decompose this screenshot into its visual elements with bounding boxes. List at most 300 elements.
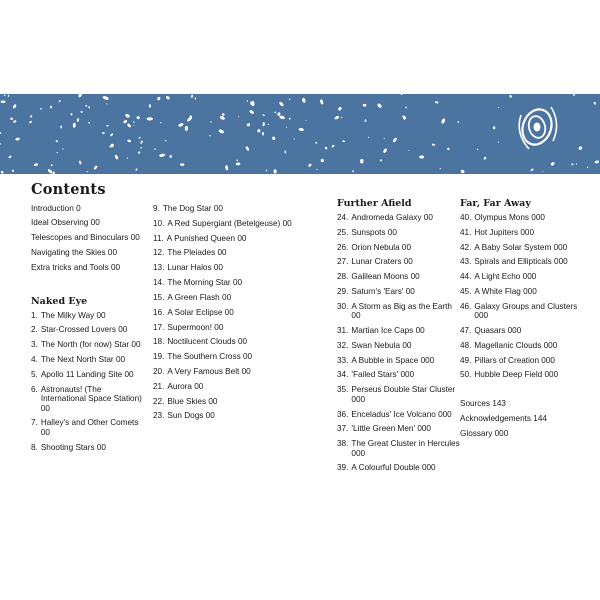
- toc-entry-number: 1.: [31, 310, 38, 320]
- toc-entry-number: 33.: [337, 355, 349, 365]
- toc-entry: [460, 302, 588, 321]
- star-speck: [272, 136, 276, 140]
- toc-entry: [337, 302, 461, 321]
- toc-entry-page: 00: [423, 212, 433, 222]
- toc-entry-text: [41, 418, 143, 437]
- toc-entry-page: 00: [214, 322, 224, 332]
- toc-entry-text: [351, 228, 461, 237]
- toc-entry-text: [167, 323, 293, 332]
- toc-entry-text: [167, 278, 293, 287]
- star-speck: [435, 101, 439, 104]
- toc-entry: [337, 410, 461, 419]
- star-speck: [457, 121, 459, 123]
- star-speck: [60, 125, 62, 128]
- star-speck: [157, 96, 161, 101]
- star-speck: [246, 100, 248, 102]
- toc-entry-title: A Colourful Double: [351, 463, 420, 473]
- toc-entry-page: 00: [131, 340, 141, 350]
- toc-entry-text: [41, 311, 143, 320]
- star-speck: [587, 166, 589, 168]
- toc-entry-page: 000: [553, 242, 568, 252]
- toc-entry-text: [460, 414, 588, 423]
- star-speck: [305, 120, 306, 121]
- toc-entry-page: 00: [96, 310, 106, 320]
- toc-entry-page: 000: [438, 409, 452, 419]
- star-speck: [383, 148, 388, 154]
- star-speck: [56, 152, 58, 154]
- star-speck: [315, 142, 318, 144]
- toc-entry-page: 000: [420, 355, 435, 365]
- contents-column-3: [337, 199, 461, 478]
- toc-entry-title: Olympus Mons: [474, 212, 529, 222]
- toc-entry-text: [351, 257, 461, 266]
- toc-entry: [153, 204, 293, 213]
- starfield-illustration: [0, 94, 600, 174]
- toc-entry-text: [351, 243, 461, 252]
- star-speck: [274, 169, 277, 173]
- toc-entry-title: The Southern Cross: [167, 352, 241, 362]
- toc-entry-number: 13.: [153, 263, 165, 273]
- star-speck: [127, 123, 132, 128]
- toc-entry: [460, 370, 588, 379]
- toc-entry-number: 29.: [337, 286, 349, 296]
- star-speck: [392, 137, 397, 143]
- star-speck: [219, 115, 225, 120]
- toc-entry-title: Hot Jupiters: [474, 227, 519, 237]
- star-speck: [140, 147, 141, 149]
- toc-entry-number: 19.: [153, 352, 165, 362]
- star-speck: [209, 135, 211, 137]
- toc-entry-page: 000: [523, 286, 537, 296]
- toc-entry-page: 000: [494, 428, 509, 438]
- star-speck: [149, 104, 151, 107]
- toc-entry-text: [351, 341, 461, 350]
- star-speck: [12, 104, 16, 109]
- toc-entry-page: 00: [415, 326, 425, 336]
- toc-entry-page: 00: [282, 218, 292, 228]
- toc-entry-number: 48.: [460, 340, 472, 350]
- toc-entry: [460, 356, 588, 365]
- toc-entry-text: [351, 385, 461, 404]
- toc-entry-number: 6.: [31, 384, 38, 394]
- toc-entry-text: [167, 308, 293, 317]
- toc-entry-text: [167, 337, 293, 346]
- toc-entry-title: Swan Nebula: [351, 340, 401, 350]
- star-speck: [154, 148, 155, 150]
- toc-entry-title: Star-Crossed Lovers: [40, 325, 116, 335]
- star-speck: [245, 146, 250, 151]
- toc-entry-text: [474, 326, 588, 335]
- star-speck: [86, 171, 88, 172]
- toc-entry-number: 40.: [460, 212, 472, 222]
- toc-entry-number: 31.: [337, 326, 349, 336]
- toc-entry-number: 23.: [153, 411, 165, 421]
- toc-entry-number: 3.: [31, 340, 38, 350]
- star-speck: [285, 150, 287, 153]
- toc-entry-page: 144: [533, 414, 547, 424]
- toc-entry: [460, 429, 588, 438]
- toc-entry-page: 00: [217, 248, 227, 258]
- toc-entry-text: [31, 248, 143, 257]
- star-speck: [377, 103, 383, 109]
- star-speck: [441, 118, 446, 124]
- toc-entry-number: 9.: [153, 204, 160, 213]
- toc-entry: [337, 385, 461, 404]
- star-speck: [160, 122, 162, 123]
- contents-column-2: [153, 204, 293, 426]
- toc-entry-number: 43.: [460, 257, 472, 267]
- toc-entry-title: The North (for now) Star: [40, 340, 130, 350]
- toc-entry-page: 00: [237, 233, 247, 243]
- toc-entry-text: [351, 213, 461, 222]
- toc-entry-page: 00: [242, 352, 253, 362]
- toc-entry-number: 46.: [460, 301, 472, 311]
- star-speck: [1, 100, 6, 103]
- toc-entry-text: [460, 429, 588, 438]
- star-speck: [573, 94, 575, 96]
- toc-entry-title: The Milky Way: [40, 310, 95, 320]
- toc-entry: [337, 243, 461, 252]
- toc-entry-title: A Baby Solar System: [474, 242, 552, 252]
- star-speck: [302, 98, 306, 104]
- toc-entry: [153, 293, 293, 302]
- toc-entry-text: [474, 228, 588, 237]
- section-heading-far-far-away: Far, Far Away: [460, 198, 531, 209]
- section-heading-further-afield: Further Afield: [337, 198, 412, 209]
- star-speck: [210, 121, 212, 123]
- toc-entry-text: [474, 287, 588, 296]
- toc-entry: [337, 272, 461, 281]
- toc-entry: [31, 218, 143, 227]
- toc-entry-page: 00: [130, 233, 140, 243]
- toc-entry-title: Pillars of Creation: [474, 355, 540, 365]
- star-speck: [127, 139, 131, 142]
- star-speck: [530, 168, 534, 172]
- toc-entry-title: Navigating the Skies: [31, 248, 106, 258]
- toc-entry-text: [474, 272, 588, 281]
- toc-entry: [460, 272, 588, 281]
- star-speck: [593, 101, 596, 104]
- toc-entry: [153, 397, 293, 406]
- star-speck: [138, 151, 141, 154]
- toc-entry-text: [474, 370, 588, 379]
- star-speck: [308, 163, 312, 167]
- toc-entry-title: Galaxy Groups and Clusters: [474, 301, 578, 311]
- toc-entry-title: The Dog Star: [162, 204, 212, 213]
- star-speck: [165, 140, 167, 141]
- star-speck: [102, 95, 109, 100]
- toc-entry: [31, 325, 143, 334]
- star-speck: [78, 94, 83, 98]
- toc-entry-title: A Red Supergiant (Betelgeuse): [167, 218, 281, 228]
- star-speck: [33, 163, 38, 167]
- toc-entry: [153, 323, 293, 332]
- toc-entry-title: Apollo 11 Landing Site: [40, 369, 123, 379]
- toc-entry-text: [351, 370, 461, 379]
- star-speck: [147, 117, 153, 120]
- toc-entry-title: Noctilucent Clouds: [167, 337, 236, 347]
- toc-entry-text: [474, 213, 588, 222]
- toc-entry-text: [351, 302, 461, 321]
- toc-entry: [31, 204, 143, 213]
- toc-entry: [337, 287, 461, 296]
- toc-entry-title: Blue Skies: [167, 396, 207, 406]
- toc-entry-title: Lunar Halos: [167, 263, 212, 273]
- star-speck: [477, 148, 479, 150]
- toc-entry-number: 22.: [153, 396, 165, 406]
- toc-entry: [31, 355, 143, 364]
- star-speck: [360, 159, 363, 164]
- contents-column-1: [31, 182, 143, 457]
- toc-entry-number: 15.: [153, 292, 165, 302]
- toc-entry-number: 27.: [337, 257, 349, 267]
- toc-entry-number: 12.: [153, 248, 165, 258]
- toc-entry: [153, 411, 293, 420]
- star-speck: [93, 165, 98, 170]
- toc-entry-title: Perseus Double Star Cluster: [351, 385, 456, 395]
- intro-list: [31, 204, 143, 273]
- star-speck: [135, 168, 138, 171]
- toc-entry-page: 00: [402, 340, 412, 350]
- toc-entry-page: 00: [387, 227, 397, 237]
- toc-entry-number: 45.: [460, 286, 472, 296]
- toc-entry: [31, 370, 143, 379]
- toc-entry-page: 00: [410, 272, 420, 282]
- toc-entry-title: Sunspots: [351, 227, 386, 237]
- toc-entry-page: 00: [237, 337, 248, 347]
- toc-entry: [31, 385, 143, 413]
- toc-entry: [460, 341, 588, 350]
- toc-entry-text: [41, 325, 143, 334]
- toc-entry-title: Shooting Stars: [40, 442, 95, 452]
- star-speck: [294, 138, 295, 140]
- toc-entry-text: [167, 367, 293, 376]
- toc-entry-text: [351, 439, 461, 458]
- star-speck: [576, 163, 578, 165]
- star-speck: [483, 156, 486, 160]
- star-speck: [50, 106, 53, 109]
- star-speck: [266, 169, 268, 171]
- toc-entry-number: 36.: [337, 409, 349, 419]
- naked-eye-list: [31, 311, 143, 452]
- toc-entry-page: 00: [403, 257, 413, 267]
- toc-entry-title: A Storm as Big as the Earth: [351, 301, 452, 311]
- toc-entry-number: 18.: [153, 337, 165, 347]
- toc-entry-title: Hubble Deep Field: [474, 370, 543, 380]
- toc-entry-number: 16.: [153, 307, 165, 317]
- star-speck: [331, 144, 335, 147]
- toc-entry-page: 00: [40, 403, 50, 413]
- star-speck: [498, 141, 500, 142]
- toc-entry-text: [167, 382, 293, 391]
- toc-entry: [31, 443, 143, 452]
- toc-entry: [460, 243, 588, 252]
- star-speck: [334, 115, 340, 120]
- spiral-galaxy-icon: [518, 105, 557, 149]
- star-speck: [191, 95, 193, 98]
- toc-entry-page: 000: [474, 311, 489, 321]
- back-matter-list: [460, 399, 588, 438]
- star-speck: [405, 106, 407, 108]
- toc-entry-number: 32.: [337, 340, 349, 350]
- toc-entry-page: 00: [208, 396, 218, 406]
- toc-entry-title: Supermoon!: [167, 322, 212, 332]
- star-speck: [218, 129, 225, 135]
- toc-entry-page: 00: [96, 442, 106, 452]
- star-speck: [460, 169, 465, 174]
- naked-eye-list-continued: [153, 204, 293, 421]
- toc-entry-title: Astronauts! (The International Space Station): [40, 384, 142, 404]
- toc-entry-text: [351, 287, 461, 296]
- toc-entry: [153, 263, 293, 272]
- toc-entry-number: 28.: [337, 272, 349, 282]
- star-speck: [12, 169, 15, 172]
- toc-entry: [460, 326, 588, 335]
- toc-entry: [460, 213, 588, 222]
- star-speck: [10, 117, 13, 120]
- toc-entry-text: [41, 355, 143, 364]
- star-speck: [225, 165, 229, 171]
- toc-entry-number: 10.: [153, 218, 165, 228]
- star-speck: [195, 97, 197, 99]
- star-speck: [493, 126, 496, 129]
- star-speck: [368, 136, 370, 137]
- toc-entry-title: 'Failed Stars': [351, 370, 399, 380]
- star-speck: [165, 95, 170, 100]
- toc-entry: [460, 257, 588, 266]
- star-speck: [106, 125, 108, 127]
- toc-entry-page: 000: [520, 227, 535, 237]
- star-speck: [77, 118, 80, 122]
- toc-entry: [337, 326, 461, 335]
- toc-entry-text: [31, 218, 143, 227]
- toc-entry-title: Introduction: [31, 203, 74, 213]
- toc-entry-page: 00: [222, 292, 232, 302]
- toc-entry-text: [31, 204, 143, 213]
- toc-entry-page: 000: [544, 370, 559, 380]
- toc-entry: [337, 228, 461, 237]
- toc-entry-page: 000: [543, 340, 558, 350]
- star-speck: [123, 119, 128, 123]
- toc-entry-page: 00: [401, 242, 412, 252]
- toc-entry-title: 'Little Green Men': [351, 424, 416, 434]
- star-speck: [7, 95, 9, 98]
- star-speck: [439, 168, 441, 169]
- toc-entry-page: 00: [124, 369, 134, 379]
- toc-entry-page: 00: [213, 204, 223, 213]
- toc-entry: [31, 340, 143, 349]
- toc-entry-text: [31, 263, 143, 272]
- star-speck: [178, 122, 184, 127]
- toc-entry-page: 000: [417, 424, 431, 434]
- star-speck: [58, 100, 61, 103]
- star-speck: [79, 160, 82, 164]
- star-speck: [298, 128, 304, 132]
- toc-entry-text: [474, 257, 588, 266]
- toc-entry-text: [167, 293, 293, 302]
- star-speck: [279, 101, 285, 107]
- toc-entry-number: 20.: [153, 366, 165, 376]
- star-speck: [364, 119, 366, 122]
- star-speck: [102, 132, 105, 134]
- toc-entry-number: 8.: [31, 442, 38, 452]
- toc-entry-number: 44.: [460, 272, 472, 282]
- star-speck: [257, 129, 260, 132]
- toc-entry-number: 30.: [337, 301, 349, 311]
- star-speck: [408, 150, 409, 151]
- star-speck: [594, 160, 599, 164]
- star-speck: [324, 146, 328, 150]
- toc-entry-title: Glossary: [460, 428, 493, 438]
- toc-entry-number: 21.: [153, 381, 165, 391]
- toc-entry-page: 0: [76, 203, 81, 213]
- further-afield-list: [337, 213, 461, 473]
- star-speck: [40, 108, 42, 110]
- star-speck: [62, 148, 64, 150]
- star-speck: [88, 122, 90, 124]
- star-speck: [50, 164, 53, 167]
- star-speck: [571, 163, 574, 165]
- toc-entry: [460, 414, 588, 423]
- toc-entry-title: Telescopes and Binoculars: [31, 233, 129, 243]
- toc-entry-title: Martian Ice Caps: [351, 326, 414, 336]
- toc-entry-title: Orion Nebula: [351, 242, 400, 252]
- star-speck: [498, 107, 499, 108]
- star-speck: [320, 99, 324, 105]
- star-speck: [13, 120, 17, 123]
- star-speck: [52, 171, 55, 174]
- toc-entry-page: 000: [531, 212, 545, 222]
- toc-entry-title: Acknowledgements: [460, 414, 531, 424]
- toc-entry: [31, 263, 143, 272]
- toc-entry-page: 00: [110, 262, 121, 272]
- page-title: Contents: [31, 181, 106, 198]
- toc-entry-title: A Very Famous Belt: [167, 366, 240, 376]
- star-speck: [110, 133, 114, 137]
- toc-entry-title: Halley's and Other Comets: [40, 418, 139, 428]
- toc-entry-page: 000: [541, 355, 555, 365]
- toc-entry-page: 00: [241, 366, 251, 376]
- star-speck: [432, 143, 436, 146]
- star-speck: [342, 140, 345, 142]
- toc-entry-number: 4.: [31, 355, 38, 365]
- contents-column-4: [460, 199, 588, 444]
- star-speck: [363, 104, 367, 107]
- toc-entry-title: A Light Echo: [474, 272, 521, 282]
- star-speck: [133, 121, 134, 123]
- star-speck: [262, 132, 264, 136]
- star-speck: [509, 95, 512, 99]
- star-speck: [338, 106, 343, 111]
- toc-entry-number: 41.: [460, 227, 472, 237]
- toc-entry-text: [167, 397, 293, 406]
- toc-entry-text: [351, 326, 461, 335]
- toc-entry-text: [351, 463, 461, 472]
- toc-entry: [460, 287, 588, 296]
- toc-entry: [153, 234, 293, 243]
- toc-entry-title: Lunar Craters: [351, 257, 402, 267]
- toc-entry-page: 000: [351, 448, 366, 458]
- toc-entry-page: 00: [90, 218, 100, 228]
- toc-entry-page: 00: [40, 427, 50, 437]
- star-speck: [238, 116, 239, 117]
- toc-entry-text: [167, 248, 293, 257]
- toc-entry-number: 34.: [337, 370, 349, 380]
- toc-entry-number: 25.: [337, 227, 349, 237]
- toc-entry-page: 00: [194, 381, 204, 391]
- toc-entry-page: 00: [224, 307, 234, 317]
- toc-entry-title: Galilean Moons: [351, 272, 409, 282]
